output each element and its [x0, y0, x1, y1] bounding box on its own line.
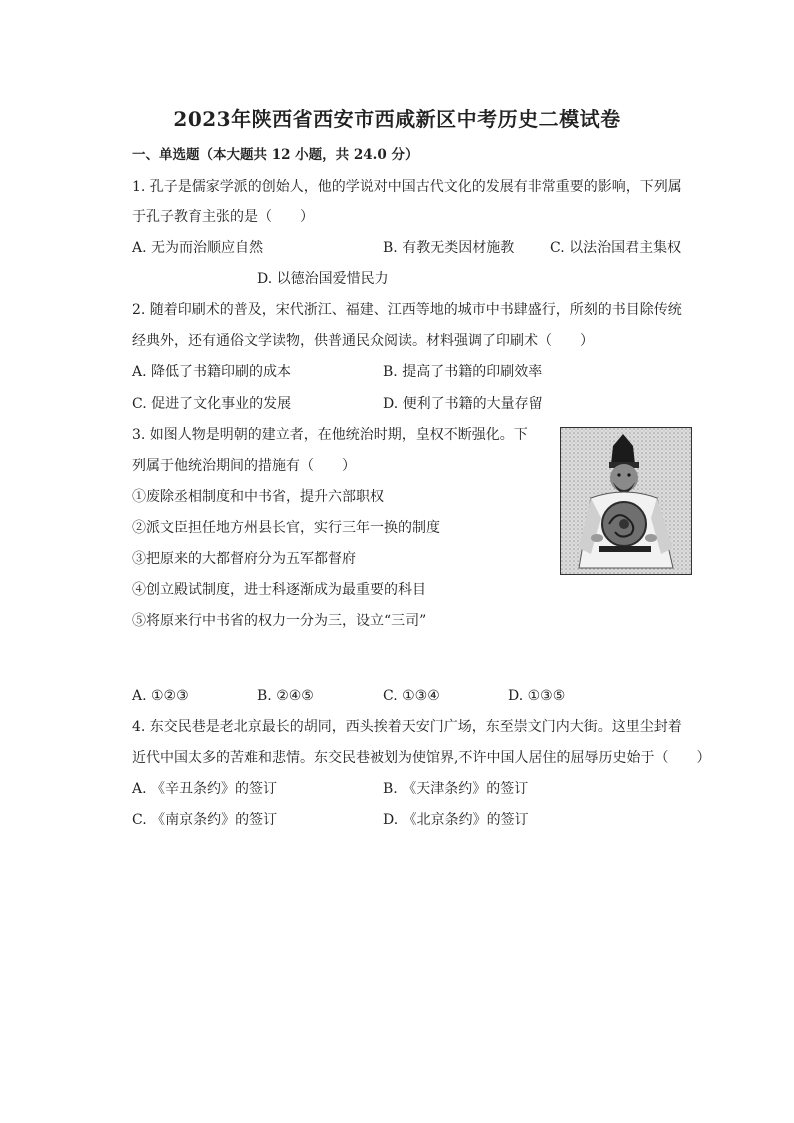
question-3-item-1: ①废除丞相制度和中书省，提升六部职权: [132, 489, 384, 505]
question-2-option-b: B. 提高了书籍的印刷效率: [383, 364, 543, 380]
question-1-option-d: D. 以德治国爱惜民力: [257, 271, 389, 287]
question-4-option-c: C. 《南京条约》的签订: [132, 812, 278, 828]
question-3-item-5: ⑤将原来行中书省的权力一分为三，设立“三司”: [132, 613, 427, 629]
question-2-option-a: A. 降低了书籍印刷的成本: [132, 364, 292, 380]
question-1-line-1: 1. 孔子是儒家学派的创始人，他的学说对中国古代文化的发展有非常重要的影响，下列属: [132, 179, 682, 195]
question-3-line-2: 列属于他统治期间的措施有（ ）: [132, 458, 356, 474]
emperor-portrait-drawing: [561, 428, 691, 574]
question-1-option-c: C. 以法治国君主集权: [550, 240, 682, 256]
question-1-line-2: 于孔子教育主张的是（ ）: [132, 209, 314, 225]
question-3-item-3: ③把原来的大都督府分为五军都督府: [132, 551, 356, 567]
question-3-option-d: D. ①③⑤: [508, 688, 566, 704]
question-2-option-d: D. 便利了书籍的大量存留: [383, 396, 543, 412]
question-3-item-2: ②派文臣担任地方州县长官，实行三年一换的制度: [132, 520, 440, 536]
question-3-option-c: C. ①③④: [383, 688, 440, 704]
question-3-line-1: 3. 如图人物是明朝的建立者，在他统治时期，皇权不断强化。下: [132, 427, 528, 443]
section-heading: 一、单选题（本大题共 12 小题，共 24.0 分）: [132, 147, 419, 163]
question-3-option-a: A. ①②③: [132, 688, 189, 704]
question-4-option-b: B. 《天津条约》的签订: [383, 781, 529, 797]
question-2-option-c: C. 促进了文化事业的发展: [132, 396, 292, 412]
question-4-option-a: A. 《辛丑条约》的签订: [132, 781, 278, 797]
question-2-line-2: 经典外，还有通俗文学读物，供普通民众阅读。材料强调了印刷术（ ）: [132, 333, 594, 349]
question-1-option-a: A. 无为而治顺应自然: [132, 240, 264, 256]
question-3-option-b: B. ②④⑤: [257, 688, 314, 704]
question-3-item-4: ④创立殿试制度，进士科逐渐成为最重要的科目: [132, 582, 426, 598]
emperor-portrait-image: [560, 427, 692, 575]
question-4-line-2: 近代中国太多的苦难和悲情。东交民巷被划为使馆界,不许中国人居住的屈辱历史始于（ ）: [132, 750, 711, 766]
question-1-option-b: B. 有教无类因材施教: [383, 240, 515, 256]
question-4-line-1: 4. 东交民巷是老北京最长的胡同，西头挨着天安门广场，东至崇文门内大街。这里尘封着: [132, 719, 682, 735]
question-2-line-1: 2. 随着印刷术的普及，宋代浙江、福建、江西等地的城市中书肆盛行，所刻的书目除传统: [132, 302, 682, 318]
question-4-option-d: D. 《北京条约》的签订: [383, 812, 529, 828]
page-title: 2023年陕西省西安市西咸新区中考历史二模试卷: [173, 107, 621, 131]
